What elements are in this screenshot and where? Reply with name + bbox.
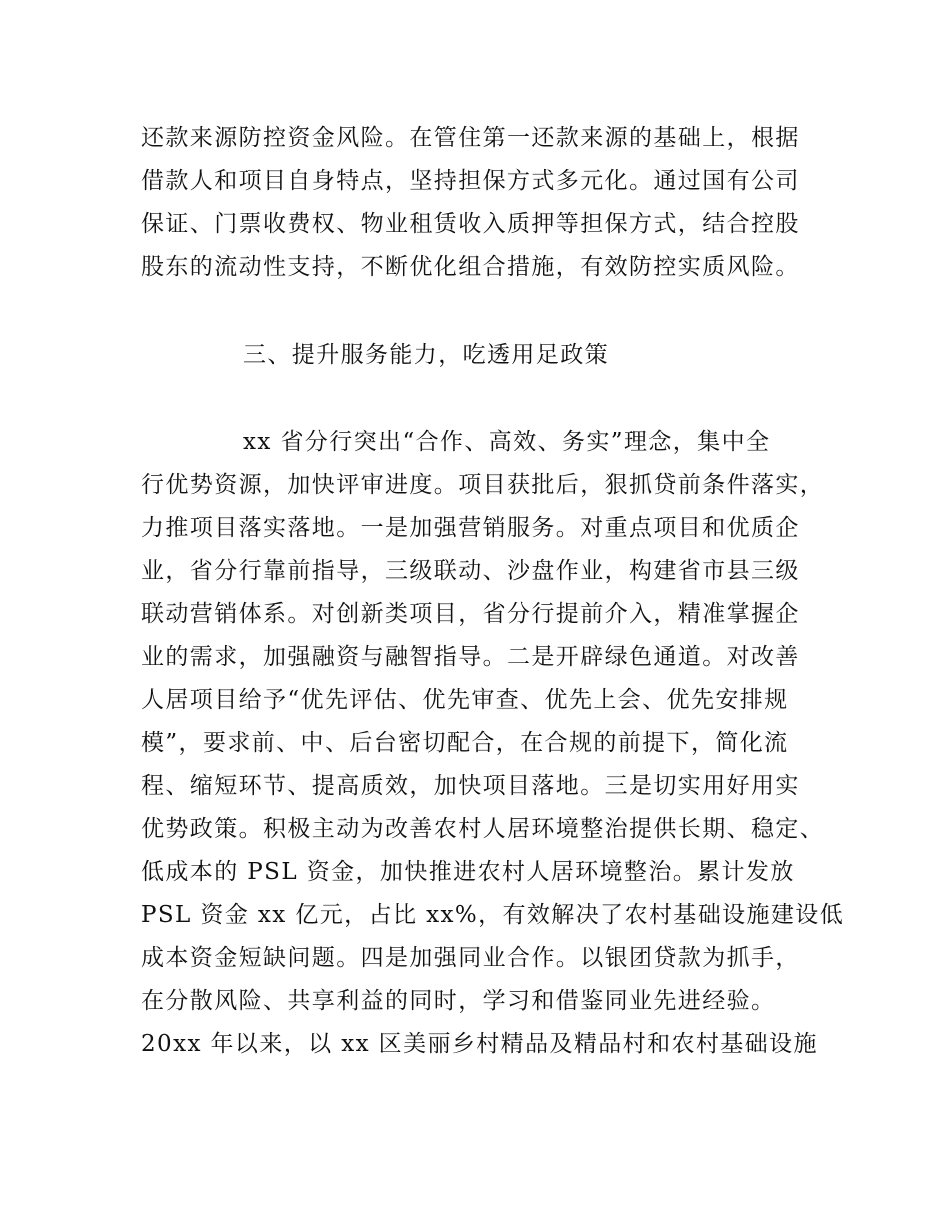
paragraph-2-line-8: 模”，要求前、中、后台密切配合，在合规的前提下，简化流 (141, 730, 789, 756)
paragraph-2-line-4: 业，省分行靠前指导，三级联动、沙盘作业，构建省市县三级 (141, 558, 800, 584)
paragraph-2-line-14: 在分散风险、共享利益的同时，学习和借鉴同业先进经验。 (141, 988, 776, 1014)
paragraph-2-line-13: 成本资金短缺问题。四是加强同业合作。以银团贷款为抓手， (141, 945, 800, 971)
paragraph-2-line-9: 程、缩短环节、提高质效，加快项目落地。三是切实用好用实 (141, 773, 800, 799)
paragraph-1-line-4: 股东的流动性支持，不断优化组合措施，有效防控实质风险。 (141, 254, 800, 280)
paragraph-2-line-6: 业的需求，加强融资与融智指导。二是开辟绿色通道。对改善 (141, 644, 800, 670)
paragraph-2-line-10: 优势政策。积极主动为改善农村人居环境整治提供长期、稳定、 (141, 816, 825, 842)
paragraph-2-line-7: 人居项目给予“优先评估、优先审查、优先上会、优先安排规 (141, 687, 789, 713)
paragraph-1-line-2: 借款人和项目自身特点，坚持担保方式多元化。通过国有公司 (141, 168, 800, 194)
paragraph-2-line-1: xx 省分行突出“合作、高效、务实”理念，集中全 (243, 429, 771, 455)
paragraph-2-line-15: 20xx 年以来，以 xx 区美丽乡村精品及精品村和农村基础设施 (141, 1031, 818, 1057)
paragraph-2-line-2: 行优势资源，加快评审进度。项目获批后，狠抓贷前条件落实， (141, 472, 825, 498)
section-heading: 三、提升服务能力，吃透用足政策 (243, 342, 609, 368)
paragraph-2-line-11: 低成本的 PSL 资金，加快推进农村人居环境整治。累计发放 (141, 859, 795, 885)
paragraph-2-line-12: PSL 资金 xx 亿元，占比 xx%，有效解决了农村基础设施建设低 (141, 902, 845, 928)
paragraph-2-line-5: 联动营销体系。对创新类项目，省分行提前介入，精准掌握企 (141, 601, 800, 627)
paragraph-2-line-3: 力推项目落实落地。一是加强营销服务。对重点项目和优质企 (141, 515, 800, 541)
paragraph-1-line-1: 还款来源防控资金风险。在管住第一还款来源的基础上，根据 (141, 125, 800, 151)
paragraph-1-line-3: 保证、门票收费权、物业租赁收入质押等担保方式，结合控股 (141, 211, 800, 237)
